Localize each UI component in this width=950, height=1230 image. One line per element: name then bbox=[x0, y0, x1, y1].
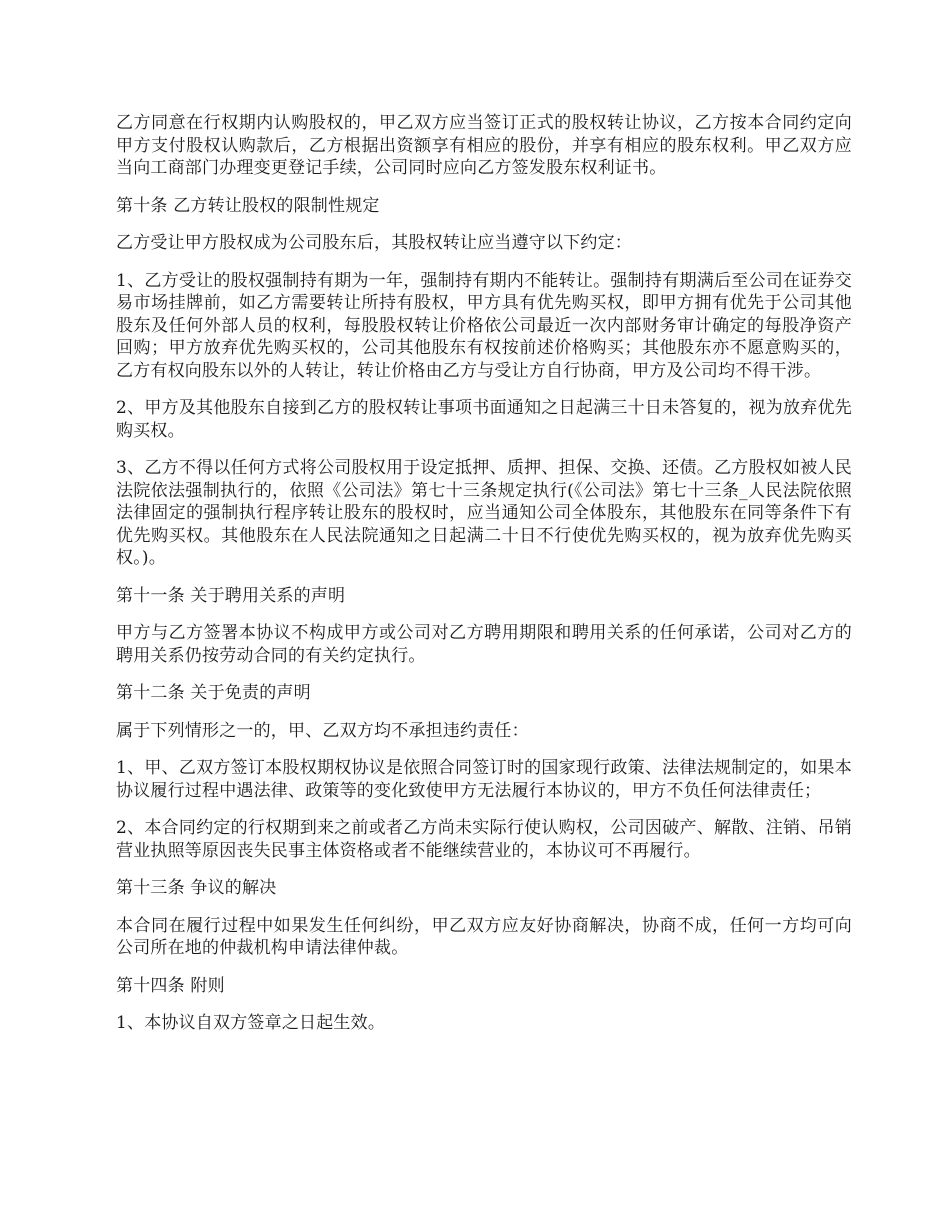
paragraph-exemption-intro: 属于下列情形之一的，甲、乙双方均不承担违约责任： bbox=[116, 720, 529, 741]
heading-article-12: 第十二条 关于免责的声明 bbox=[116, 683, 311, 703]
paragraph-dispute-resolution: 本合同在履行过程中如果发生任何纠纷，甲乙双方应友好协商解决，协商不成，任何一方均可向公司所在地的仲裁机构申请法律仲裁。 bbox=[116, 915, 852, 958]
heading-article-13: 第十三条 争议的解决 bbox=[116, 878, 277, 898]
heading-article-10: 第十条 乙方转让股权的限制性规定 bbox=[116, 195, 380, 216]
document-body bbox=[116, 112, 852, 1050]
heading-article-14: 第十四条 附则 bbox=[116, 975, 225, 996]
heading-article-11: 第十一条 关于聘用关系的声明 bbox=[116, 585, 346, 606]
paragraph-exercise-purchase: 乙方同意在行权期内认购股权的，甲乙双方应当签订正式的股权转让协议，乙方按本合同约定向甲方支付股权认购款后，乙方根据出资额享有相应的股份，并享有相应的股东权利。甲乙双方应当向工商部门办理变更登记手续，公司同时应向乙方签发股东权利证书。 bbox=[116, 113, 852, 178]
paragraph-exemption-2: 2、本合同约定的行权期到来之前或者乙方尚未实际行使认购权，公司因破产、解散、注销、吊销营业执照等原因丧失民事主体资格或者不能继续营业的，本协议可不再履行。 bbox=[116, 818, 852, 861]
paragraph-transfer-rule-1: 1、乙方受让的股权强制持有期为一年，强制持有期内不能转让。强制持有期满后至公司在证券交易市场挂牌前，如乙方需要转让所持有股权，甲方具有优先购买权，即甲方拥有优先于公司其他股东及任何外部人员的权利，每股股权转让价格依公司最近一次内部财务审计确定的每股净资产回购；甲方放弃优先购买权的，公司其他股东有权按前述价格购买；其他股东亦不愿意购买的，乙方有权向股东以外的人转让，转让价格由乙方与受让方自行协商，甲方及公司均不得干涉。 bbox=[116, 270, 852, 381]
paragraph-transfer-rules-intro: 乙方受让甲方股权成为公司股东后，其股权转让应当遵守以下约定： bbox=[116, 233, 632, 253]
paragraph-exemption-1: 1、甲、乙双方签订本股权期权协议是依照合同签订时的国家现行政策、法律法规制定的，如果本协议履行过程中遇法律、政策等的变化致使甲方无法履行本协议的，甲方不负任何法律责任； bbox=[116, 758, 852, 801]
paragraph-employment-statement: 甲方与乙方签署本协议不构成甲方或公司对乙方聘用期限和聘用关系的任何承诺，公司对乙方的聘用关系仍按劳动合同的有关约定执行。 bbox=[116, 623, 852, 666]
paragraph-transfer-rule-2: 2、甲方及其他股东自接到乙方的股权转让事项书面通知之日起满三十日未答复的，视为放弃优先购买权。 bbox=[116, 398, 852, 441]
paragraph-effective-clause: 1、本协议自双方签章之日起生效。 bbox=[116, 1013, 386, 1033]
paragraph-transfer-rule-3: 3、乙方不得以任何方式将公司股权用于设定抵押、质押、担保、交换、还债。乙方股权如被人民法院依法强制执行的，依照《公司法》第七十三条规定执行(《公司法》第七十三条_人民法院依照法律固定的强制执行程序转让股东的股权时，应当通知公司全体股东，其他股东在同等条件下有优先购买权。其他股东在人民法院通知之日起满二十日不行使优先购买权的，视为放弃优先购买权。)。 bbox=[116, 458, 852, 568]
